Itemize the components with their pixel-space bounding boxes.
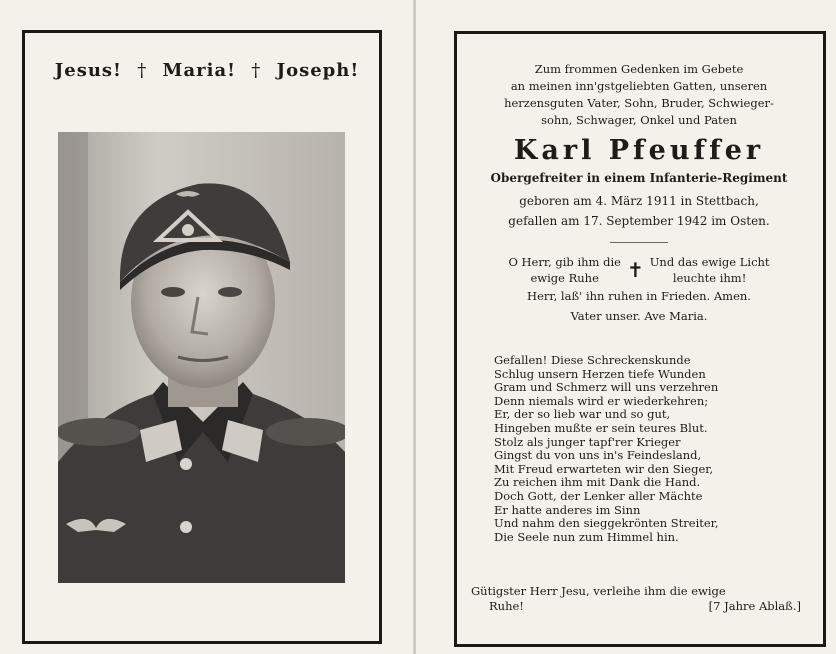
- closing-line-1: Gütigster Herr Jesu, verleihe ihm die ewige: [471, 584, 726, 598]
- poem-line: Gingst du von uns in's Feindesland,: [494, 448, 702, 463]
- dedication-text: Zum frommen Gedenken im Gebete an meinen inn'gstgeliebten Gatten, unseren herzensguten Vater, Sohn, Bruder, Schwieger- sohn, Schwager, Onkel und Paten: [504, 62, 774, 127]
- poem-line: Er, der so lieb war und so gut,: [494, 407, 671, 422]
- invocation-maria: Maria!: [162, 60, 237, 81]
- divider-line: [610, 242, 668, 243]
- invocation-jesus: Jesus!: [54, 60, 122, 81]
- closing-ruhe: Ruhe!: [489, 599, 524, 613]
- prayer-line-vater-unser: Vater unser. Ave Maria.: [570, 309, 708, 323]
- military-rank: Obergefreiter in einem Infanterie-Regiment: [490, 171, 788, 185]
- poem-line: Er hatte anderes im Sinn: [494, 502, 641, 517]
- left-card: [0, 0, 414, 654]
- poem-line: Stolz als junger tapf'rer Krieger: [494, 434, 681, 449]
- poem-line: Gram und Schmerz will uns verzehren: [494, 380, 719, 395]
- right-card: [416, 0, 836, 654]
- invocation-heading: [0, 60, 414, 81]
- portrait-photo: [58, 132, 345, 583]
- poem-line: Zu reichen ihm mit Dank die Hand.: [494, 475, 701, 490]
- prayer-line-amen: Herr, laß' ihn ruhen in Frieden. Amen.: [527, 289, 751, 303]
- prayer-block: [456, 254, 822, 324]
- prayer-left: O Herr, gib ihm die ewige Ruhe: [508, 255, 621, 285]
- closing-prayer: [471, 584, 801, 614]
- prayer-right: Und das ewige Licht leuchte ihm!: [649, 255, 770, 285]
- invocation-joseph: Joseph!: [276, 60, 360, 81]
- memorial-text: [456, 30, 822, 544]
- prayer-row: [456, 254, 822, 286]
- closing-line-2: [471, 599, 801, 614]
- cross-icon: †: [251, 60, 262, 81]
- poem-line: Hingeben mußte er sein teures Blut.: [494, 420, 708, 435]
- memorial-poem: [494, 354, 784, 544]
- poem-line: Denn niemals wird er wiederkehren;: [494, 393, 709, 408]
- poem-line: Mit Freud erwarteten wir den Sieger,: [494, 461, 714, 476]
- soldier-portrait-image: [58, 132, 345, 583]
- poem-line: Schlug unsern Herzen tiefe Wunden: [494, 366, 706, 381]
- poem-line: Gefallen! Diese Schreckenskunde: [494, 353, 691, 367]
- poem-line: Und nahm den sieggekrönten Streiter,: [494, 516, 719, 531]
- cross-icon: †: [137, 60, 148, 81]
- poem-line: Doch Gott, der Lenker aller Mächte: [494, 488, 703, 503]
- indulgence-note: [7 Jahre Ablaß.]: [708, 599, 801, 613]
- life-dates: geboren am 4. März 1911 in Stettbach, gefallen am 17. September 1942 im Osten.: [508, 194, 770, 228]
- cross-icon: ✝: [626, 258, 644, 282]
- poem-line: Die Seele nun zum Himmel hin.: [494, 529, 679, 544]
- deceased-name: Karl Pfeuffer: [513, 135, 765, 166]
